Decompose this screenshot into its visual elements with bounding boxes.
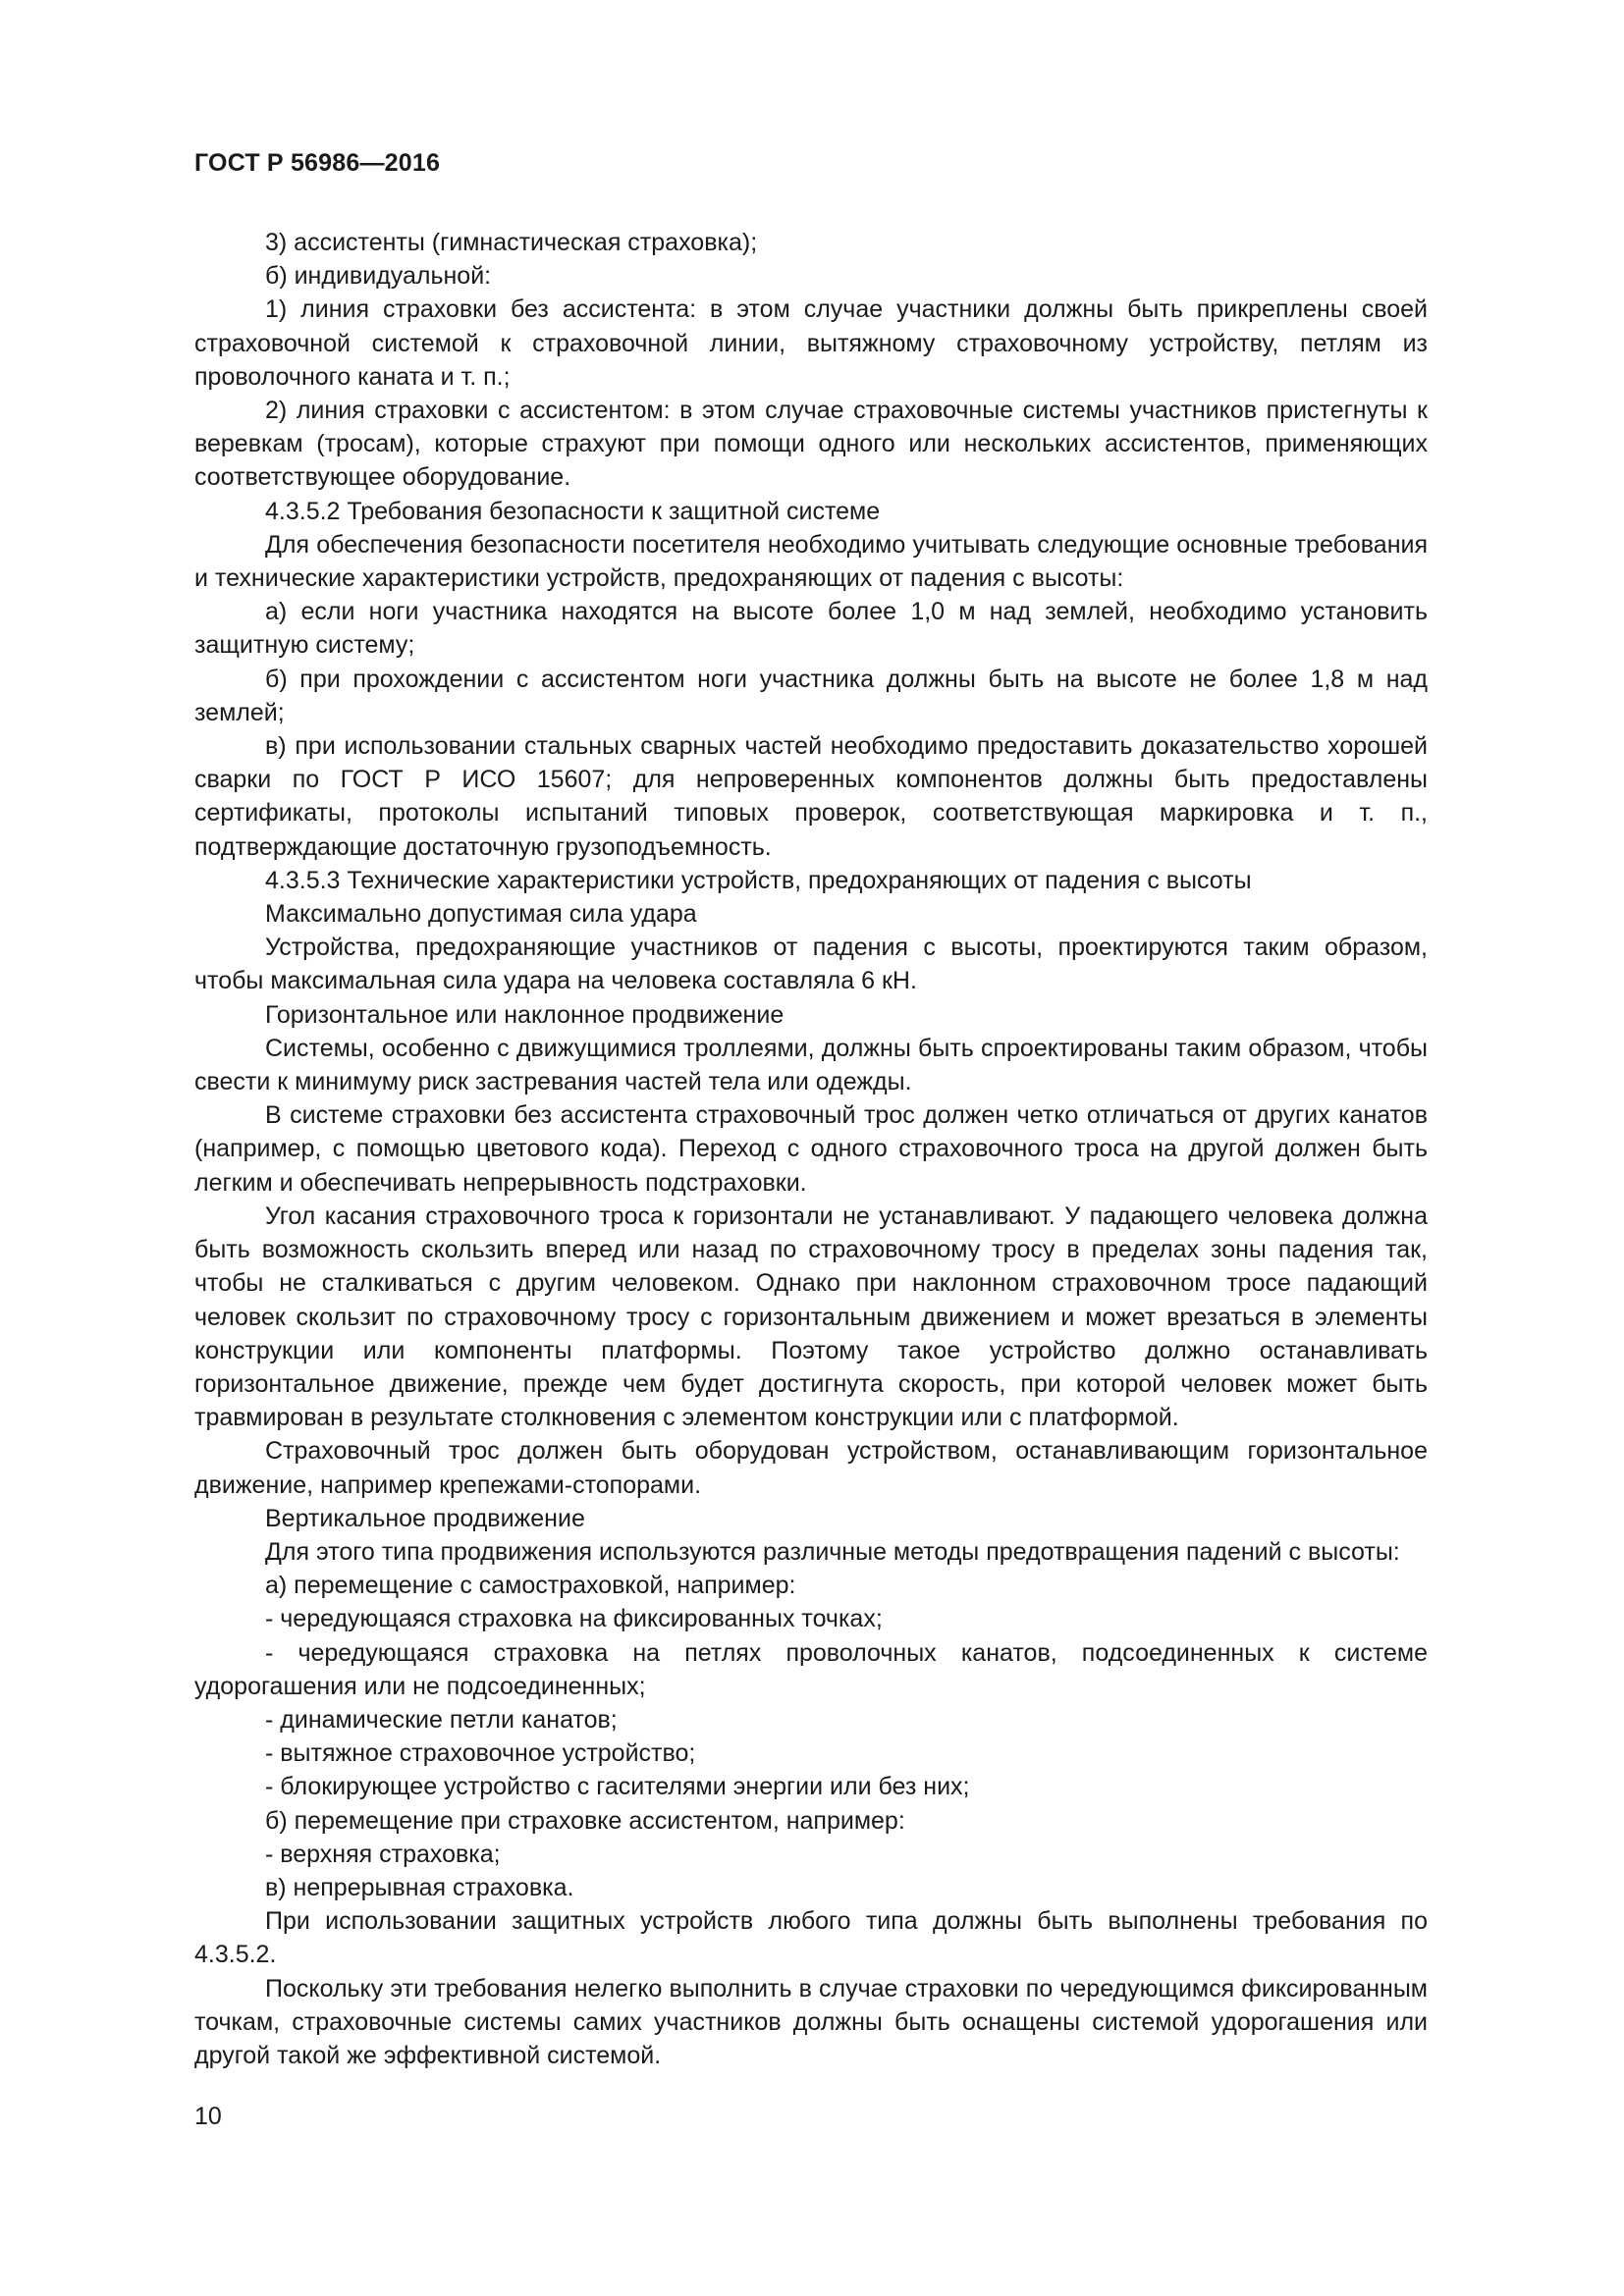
subheading: Горизонтальное или наклонное продвижение	[265, 1000, 785, 1029]
paragraph: 3) ассистенты (гимнастическая страховка);	[265, 229, 758, 256]
list-item: - блокирующее устройство с гасителями энергии или без них;	[265, 1773, 970, 1801]
list-item: - чередующаяся страховка на фиксированных точках;	[265, 1605, 883, 1633]
subheading: Максимально допустимая сила удара	[265, 900, 697, 929]
paragraph: Для обеспечения безопасности посетителя необходимо учитывать следующие основные требования и технические характеристики устройств, предохраняющих от падения с высоты:	[194, 530, 1428, 593]
page-number: 10	[194, 2103, 222, 2130]
document-body	[194, 226, 1428, 2072]
paragraph: Страховочный трос должен быть оборудован устройством, останавливающим горизонтальное движение, например крепежами-стопорами.	[194, 1437, 1428, 1499]
subheading: Вертикальное продвижение	[265, 1504, 585, 1532]
list-item: - динамические петли канатов;	[265, 1705, 618, 1734]
paragraph: а) если ноги участника находятся на высоте более 1,0 м над землей, необходимо установить защитную систему;	[194, 598, 1428, 660]
paragraph: Поскольку эти требования нелегко выполнить в случае страховки по чередующимся фиксированным точкам, страховочные системы самих участников должны быть оснащены системой удорогашения или другой такой же эффективной системой.	[194, 1974, 1428, 2069]
list-item: - вытяжное страховочное устройство;	[265, 1739, 696, 1768]
paragraph: б) при прохождении с ассистентом ноги участника должны быть на высоте не более 1,8 м над землей;	[194, 665, 1428, 726]
paragraph: 2) линия страховки с ассистентом: в этом случае страховочные системы участников пристегнуты к веревкам (тросам), которые страхуют при помощи одного или нескольких ассистентов, применяющих соответствующее оборудование.	[194, 397, 1428, 492]
section-heading: 4.3.5.3 Технические характеристики устройств, предохраняющих от падения с высоты	[265, 866, 1252, 894]
list-item: в) непрерывная страховка.	[265, 1873, 574, 1901]
list-item: а) перемещение с самостраховкой, например:	[265, 1572, 796, 1600]
section-heading: 4.3.5.2 Требования безопасности к защитной системе	[265, 497, 881, 525]
paragraph: При использовании защитных устройств любого типа должны быть выполнены требования по 4.3.5.2.	[194, 1907, 1428, 1969]
paragraph: В системе страховки без ассистента страховочный трос должен четко отличаться от других канатов (например, с помощью цветового кода). Переход с одного страховочного троса на другой должен быть легким и обеспечивать непрерывность подстраховки.	[194, 1101, 1428, 1197]
document-header: ГОСТ Р 56986—2016	[194, 149, 441, 177]
paragraph: в) при использовании стальных сварных частей необходимо предоставить доказательство хорошей сварки по ГОСТ Р ИСО 15607; для непроверенных компонентов должны быть предоставлены сертификаты, протоколы испытаний типовых проверок, соответствующая маркировка и т. п., подтверждающие достаточную грузоподъемность.	[194, 732, 1428, 861]
list-item: - чередующаяся страховка на петлях проволочных канатов, подсоединенных к системе удорогашения или не подсоединенных;	[194, 1638, 1428, 1700]
paragraph: Системы, особенно с движущимися троллеями, должны быть спроектированы таким образом, чтобы свести к минимуму риск застревания частей тела или одежды.	[194, 1034, 1428, 1096]
paragraph: Угол касания страховочного троса к горизонтали не устанавливают. У падающего человека должна быть возможность скользить вперед или назад по страховочному тросу в пределах зоны падения так, чтобы не сталкиваться с другим человеком. Однако при наклонном страховочном тросе падающий человек скользит по страховочному тросу с горизонтальным движением и может врезаться в элементы конструкции или компоненты платформы. Поэтому такое устройство должно останавливать горизонтальное движение, прежде чем будет достигнута скорость, при которой человек может быть травмирован в результате столкновения с элементом конструкции или с платформой.	[194, 1201, 1428, 1432]
list-item: - верхняя страховка;	[265, 1840, 501, 1868]
list-item: б) перемещение при страховке ассистентом, например:	[265, 1806, 905, 1835]
paragraph: Устройства, предохраняющие участников от падения с высоты, проектируются таким образом, чтобы максимальная сила удара на человека составляла 6 кН.	[194, 934, 1428, 995]
paragraph: Для этого типа продвижения используются различные методы предотвращения падений с высоты:	[265, 1537, 1400, 1566]
paragraph: б) индивидуальной:	[265, 262, 492, 291]
paragraph: 1) линия страховки без ассистента: в этом случае участники должны быть прикреплены своей страховочной системой к страховочной линии, вытяжному страховочному устройству, петлям из проволочного каната и т. п.;	[194, 295, 1428, 391]
